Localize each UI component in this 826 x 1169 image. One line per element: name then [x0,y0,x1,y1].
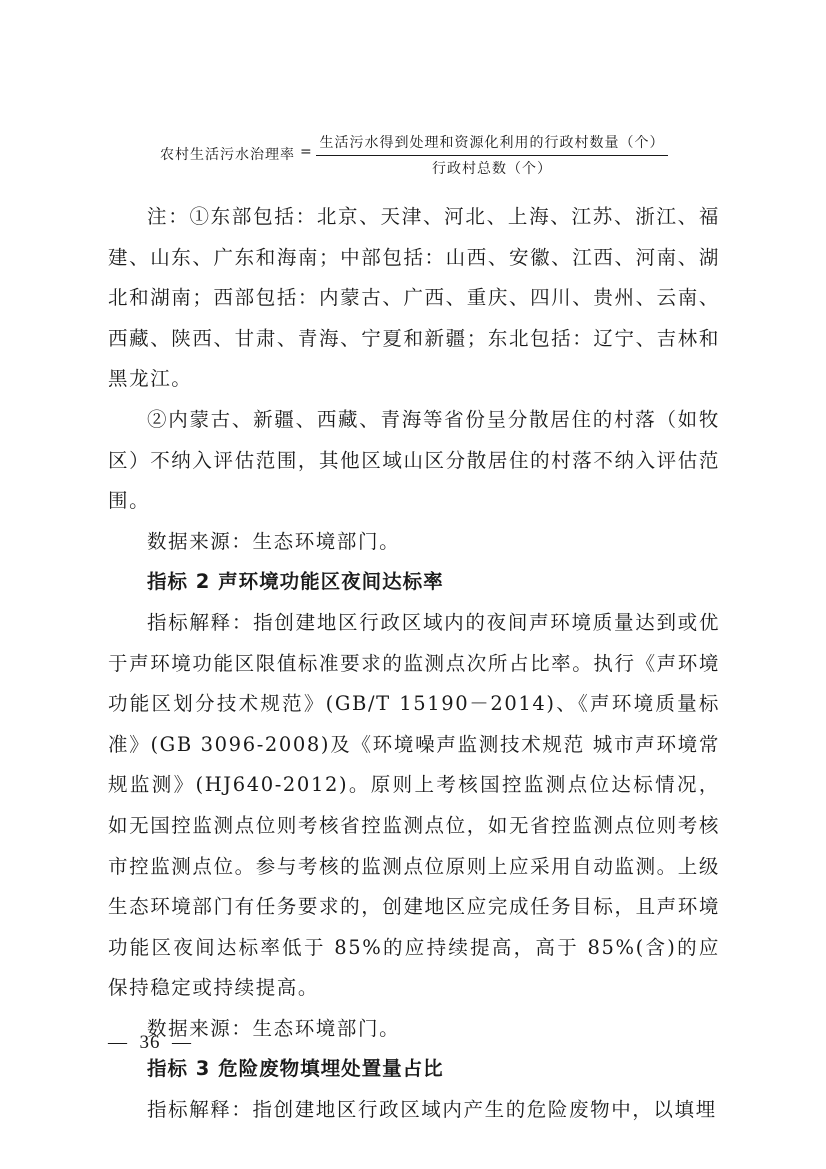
formula-numerator: 生活污水得到处理和资源化利用的行政村数量（个） [319,135,665,151]
indicator-2-heading: 指标 2 声环境功能区夜间达标率 [147,570,444,594]
document-body [108,197,720,1131]
data-source-1: 数据来源：生态环境部门。 [147,529,401,553]
formula-denominator: 行政村总数（个） [432,161,552,177]
formula-fraction [316,130,668,180]
note-regions: 注：①东部包括：北京、天津、河北、上海、江苏、浙江、福建、山东、广东和海南；中部包括：山西、安徽、江西、河南、湖北和湖南；西部包括：内蒙古、广西、重庆、四川、贵州、云南、西藏、陕西、甘肃、青海、宁夏和新疆；东北包括：辽宁、吉林和黑龙江。 [108,205,720,391]
fraction-bar [316,155,668,156]
data-source-2: 数据来源：生态环境部门。 [147,1016,401,1040]
formula-rural-sewage-treatment-rate [160,130,680,180]
indicator-3-heading: 指标 3 危险废物填埋处置量占比 [147,1057,444,1081]
formula-lhs: 农村生活污水治理率 [160,147,295,163]
indicator-2-explanation: 指标解释：指创建地区行政区域内的夜间声环境质量达到或优于声环境功能区限值标准要求的监测点次所占比率。执行《声环境功能区划分技术规范》(GB/T 15190－2014)、《声环境质量标准》(GB 3096-2008)及《环境噪声监测技术规范 城市声环境常规监测》(HJ640-2012)。原则上考核国控监测点位达标情况，如无国控监测点位则考核省控监测点位，如无省控监测点位则考核市控监测点位。参与考核的监测点位原则上应采用自动监测。上级生态环境部门有任务要求的，创建地区应完成任务目标，且声环境功能区夜间达标率低于 85%的应持续提高，高于 85%(含)的应保持稳定或持续提高。 [108,610,720,1000]
formula-equals-sign: = [300,144,313,160]
page-number: — 36 — [108,1032,192,1053]
note-exclusions: ②内蒙古、新疆、西藏、青海等省份呈分散居住的村落（如牧区）不纳入评估范围，其他区域山区分散居住的村落不纳入评估范围。 [108,407,720,513]
indicator-3-explanation: 指标解释：指创建地区行政区域内产生的危险废物中，以填埋 [147,1098,717,1122]
